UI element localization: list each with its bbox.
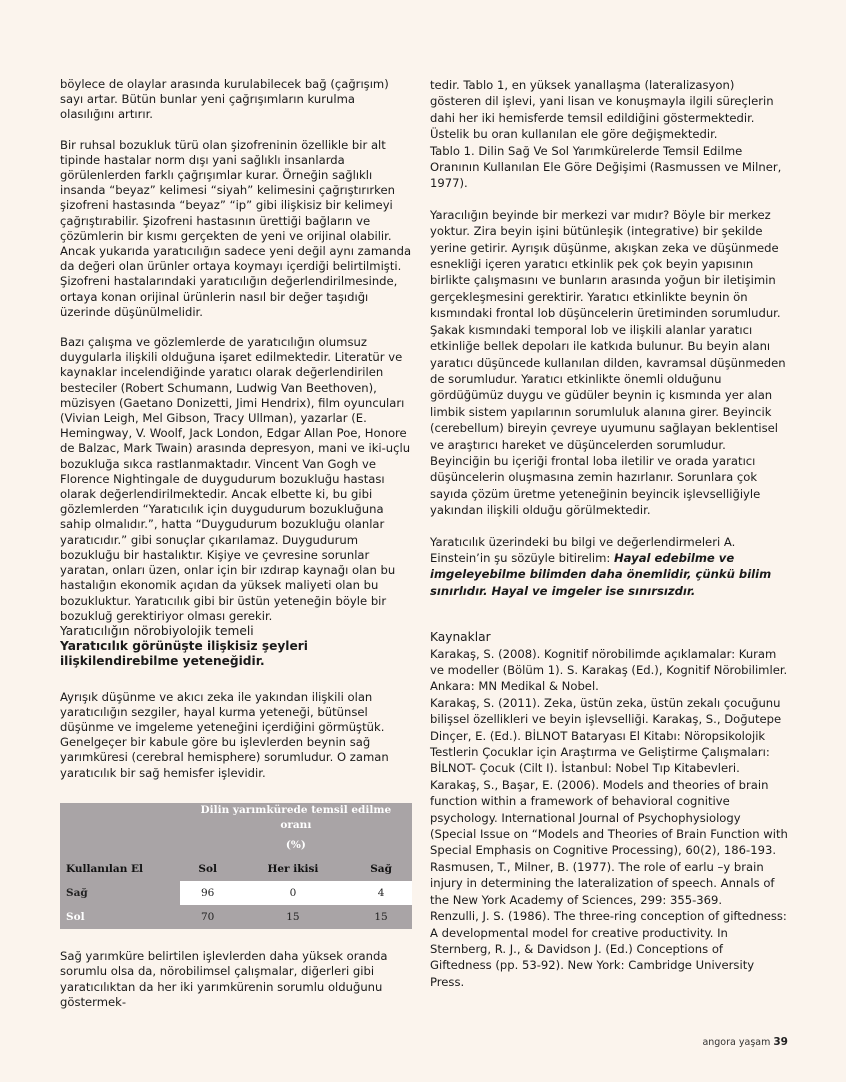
paragraph: Yaracılığın beyinde bir merkezi var mıdır? Böyle bir merkez yoktur. Zira beyin işini bütünleşik (integrative) bir şekilde yerine getirir. Ayrışık düşünme, akışkan zeka ve düşünmede esnekliği içeren yaratıcı etkinlik pek çok beyin yapısının birlikte çalışmasını ve bunların arasında yoğun bir iletişimin gerçekleşmesini gerektirir. Yaratıcı etkinlikte beynin ön kısmındaki frontal lob düşüncelerin üretiminden sorumludur. Şakak kısmındaki temporal lob ve ilişkili alanlar yaratıcı etkinliğe bellek depoları ile katkıda bulunur. Bu beyin alanı yaratıcı düşüncede kullanılan dilden, kavramsal düşünmeden de sorumludur. Yaratıcı etkinlikte önemli olduğunu gördüğümüz duygu ve güdüler beynin iç kısmında yer alan limbik sistem yapılarının sorumluluk alanına girer. Beyincik (cerebellum) bireyin çevreye uyumunu sağlayan beklentisel ve araştırıcı hareket ve düşüncelerden sorumludur. Beyinciğin bu içeriği frontal loba iletilir ve orada yaratıcı düşüncelerin oluşmasına zemin hazırlanır. Sorunlara çok sayıda çözüm üretme yeteneğinin beyincik işlevselliğiyle yakından ilişkili olduğu görülmektedir. [430, 207, 786, 518]
magazine-name: angora yaşam [702, 1037, 771, 1048]
table-col-her: Her ikisi [236, 857, 350, 881]
reference-item: Renzulli, J. S. (1986). The three-ring conception of giftedness: A developmental model for creative productivity. In Sternberg, R. J., & Davidson J. (Ed.) Conceptions of Giftedness (pp. 53-92). New York: Cambridge University Press. [430, 909, 787, 989]
left-column [60, 77, 412, 1010]
table-row [60, 905, 412, 929]
table-caption: Tablo 1. Dilin Sağ Ve Sol Yarımkürelerde Temsil Edilme Oranının Kullanılan Ele Göre Değişimi (Rasmussen ve Milner, 1977). [430, 143, 782, 191]
table-row-label: Sağ [60, 881, 180, 905]
table-title-line1: Dilin yarımkürede temsil edilme oranı [180, 803, 412, 833]
table-cell: 70 [180, 905, 236, 929]
table-col-sol: Sol [180, 857, 236, 881]
table-title-line2: (%) [180, 833, 412, 857]
section-heading: Yaratıcılığın nörobiyolojik temeli [60, 623, 254, 638]
table-cell: 0 [236, 881, 350, 905]
table-row [60, 881, 412, 905]
paragraph: Ayrışık düşünme ve akıcı zeka ile yakından ilişkili olan yaratıcılığın sezgiler, hayal kurma yeteneği, bütünsel düşünme ve imgeleme yeteneğini içerdiğini görmüştük. Genelgeçer bir kabule göre bu işlevlerden beynin sağ yarımküresi (cerebral hemisphere) sorumludur. O zaman yaratıcılık bir sağ hemisfer işlevidir. [60, 689, 389, 780]
paragraph: Sağ yarımküre belirtilen işlevlerden daha yüksek oranda sorumlu olsa da, nörobilimsel çalışmalar, diğerleri gibi yaratıcılıktan da her iki yarımkürenin sorumlu olduğunu göstermek- [60, 949, 388, 1009]
reference-item: Karakaş, S. (2008). Kognitif nörobilimde açıklamalar: Kuram ve modeller (Bölüm 1). S. Karakaş (Ed.), Kognitif Nörobilimler. Ankara: MN Medikal & Nobel. [430, 646, 788, 694]
paragraph: Bazı çalışma ve gözlemlerde de yaratıcılığın olumsuz duygularla ilişkili olduğuna işaret edilmektedir. Literatür ve kaynaklar incelendiğinde yaratıcı olarak değerlendirilen besteciler (Robert Schumann, Ludwig Van Beethoven), müzisyen (Gaetano Donizetti, Jimi Hendrix), film oyuncuları (Vivian Leigh, Mel Gibson, Tracy Ullman), yazarlar (E. Hemingway, V. Woolf, Jack London, Edgar Allan Poe, Honore de Balzac, Mark Twain) arasında depresyon, mani ve iki-uçlu bozukluğa sıkca rastlanmaktadır. Vincent Van Gogh ve Florence Nightingale de duygudurum bozukluğu hastası olarak değerlendirilmektedir. Ancak elbette ki, bu gibi gözlemlerden “Yaratıcılık için duygudurum bozukluğuna sahip olmalıdır.”, hatta “Duygudurum bozukluğu olanlar yaratıcıdır.” gibi sonuçlar çıkarılamaz. Duygudurum bozukluğu bir hastalıktır. Kişiye ve çevresine sorunlar yaratan, onları üzen, onlar için bir ızdırap kaynağı olan bu hastalığın ekonomik açıdan da yüksek maliyeti olan bu bozukluktur. Yaratıcılık gibi bir üstün yeteneğin böyle bir bozukluğ gerektiriyor olması gerekir. [60, 335, 411, 623]
reference-item: Rasmusen, T., Milner, B. (1977). The role of earlu –y brain injury in determining the lateralization of speech. Annals of the New York Academy of Sciences, 299: 355-369. [430, 859, 775, 907]
reference-item: Karakaş, S. (2011). Zeka, üstün zeka, üstün zekalı çocuğunu bilişsel özellikleri ve beyin işlevselliği. Karakaş, S., Doğutepe Dinçer, E. (Ed.). BİLNOT Bataryası El Kitabı: Nöropsikolojik Testlerin Çocuklar için Araştırma ve Geliştirme Çalışmaları: BİLNOT- Çocuk (Cilt I). İstanbul: Nobel Tıp Kitabevleri. [430, 695, 782, 776]
table-cell: 15 [236, 905, 350, 929]
table-row-label: Sol [60, 905, 180, 929]
table-1 [60, 803, 412, 929]
paragraph: Bir ruhsal bozukluk türü olan şizofreninin özellikle bir alt tipinde hastalar norm dışı yani sağlıklı insanlarda görülenlerden farklı çağrışımlar kurar. Örneğin sağlıklı insanda “beyaz” kelimesi “siyah” kelimesini çağrıştırırken şizofreni hastasında “beyaz” “ip” gibi ilişkisiz bir kelimeyi çağrıştırabilir. Şizofreni hastasının ürettiği bağların ve çözümlerin bir kısmı gerçekten de yeni ve orijinal olabilir. Ancak yukarıda yaratıcılığın sadece yeni değil aynı zamanda da değeri olan ürünler ortaya koymayı içerdiği belirtilmişti. Şizofreni hastalarındaki yaratıcılığın değerlendirilmesinde, ortaya konan orijinal ürünlerin nasıl bir değer taşıdığı üzerinde düşünülmelidir. [60, 137, 412, 319]
einstein-quote: Hayal edebilme ve imgeleyebilme bilimden daha önemlidir, çünkü bilim sınırlıdır. Hayal ve imgeler ise sınırsızdır. [430, 550, 772, 598]
right-column [430, 77, 788, 990]
quote-intro: Yaratıcılık üzerindeki bu bilgi ve değerlendirmeleri A. Einstein’in şu sözüyle bitirelim: [430, 534, 736, 565]
table-col-label: Kullanılan El [60, 857, 180, 881]
page-number: 39 [773, 1036, 788, 1048]
table-cell: 96 [180, 881, 236, 905]
table-cell: 15 [350, 905, 412, 929]
page-footer [702, 1036, 788, 1048]
paragraph: tedir. Tablo 1, en yüksek yanallaşma (lateralizasyon) gösteren dil işlevi, yani lisan ve konuşmayla ilgili süreçlerin dahi her iki hemisferde temsil edildiğini göstermektedir. Üstelik bu oran kullanılan ele göre değişmektedir. [430, 78, 774, 142]
paragraph: böylece de olaylar arasında kurulabilecek bağ (çağrışım) sayı artar. Bütün bunlar yeni çağrışımların kurulma olasılığını artırır. [60, 77, 389, 122]
references-title: Kaynaklar [430, 630, 491, 645]
reference-item: Karakaş, S., Başar, E. (2006). Models and theories of brain function within a framework of behavioral cognitive psychology. International Journal of Psychophysiology (Special Issue on “Models and Theories of Brain Function with Special Emphasis on Cognitive Processing), 60(2), 186-193. [430, 777, 788, 858]
table-col-sag: Sağ [350, 857, 412, 881]
subsection-heading: Yaratıcılık görünüşte ilişkisiz şeyleri ilişkilendirebilme yeteneğidir. [60, 639, 308, 669]
table-cell: 4 [350, 881, 412, 905]
quote-paragraph [430, 534, 788, 600]
